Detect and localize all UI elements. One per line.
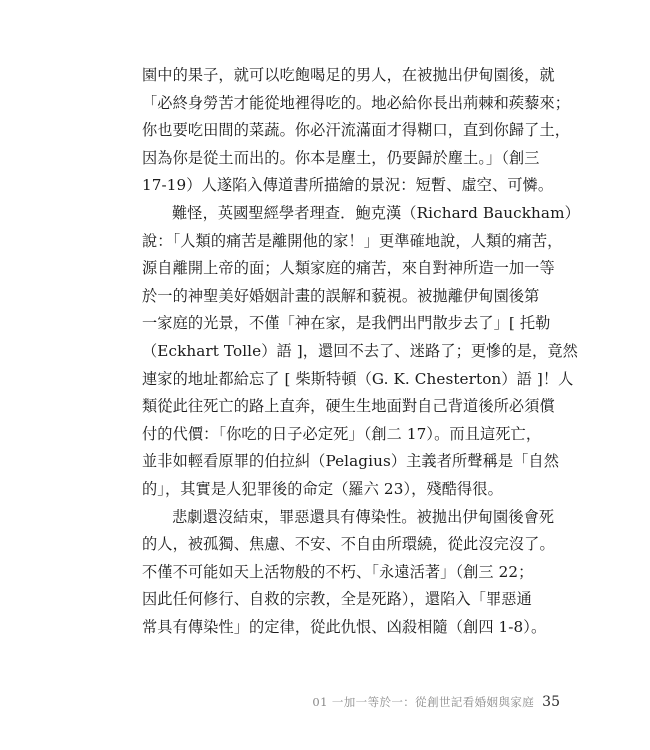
text-line: 園中的果子，就可以吃飽喝足的男人，在被拋出伊甸園後，就 [142, 66, 555, 84]
text-line: （Eckhart Tolle）語 ]，還回不去了、迷路了；更慘的是，竟然 [142, 341, 578, 360]
text-line: 連家的地址都給忘了 [ 柴斯特頓（G. K. Chesterton）語 ]！人 [142, 369, 574, 388]
text-line: 「必終身勞苦才能從地裡得吃的。地必給你長出荊棘和蒺藜來； [142, 93, 571, 112]
text-line: 於一的神聖美好婚姻計畫的誤解和藐視。被拋離伊甸園後第 [142, 286, 540, 305]
text-line: 難怪，英國聖經學者理查．鮑克漢（Richard Bauckham） [172, 203, 580, 222]
running-head: 01 一加一等於一：從創世記看婚姻與家庭 [312, 695, 535, 709]
text-line: 的」，其實是人犯罪後的命定（羅六 23），殘酷得很。 [142, 479, 503, 498]
page-number: 35 [542, 694, 560, 710]
text-line: 一家庭的光景，不僅「神在家，是我們出門散步去了」[ 托勒 [142, 314, 551, 333]
text-line: 類從此往死亡的路上直奔，硬生生地面對自己背道後所必須償 [142, 397, 555, 416]
paragraph [142, 504, 555, 642]
paragraph [142, 200, 580, 504]
text-line: 說：「人類的痛苦是離開他的家！」更準確地說，人類的痛苦， [142, 231, 563, 250]
page-body [142, 62, 580, 641]
text-line: 常具有傳染性」的定律，從此仇恨、凶殺相隨（創四 1-8）。 [142, 617, 547, 636]
text-line: 的人，被孤獨、焦慮、不安、不自由所環繞，從此沒完沒了。 [142, 535, 555, 554]
page-footer [312, 694, 560, 716]
text-line: 不僅不可能如天上活物般的不朽、「永遠活著」（創三 22； [142, 562, 534, 581]
text-line: 17-19）人遂陷入傳道書所描繪的景況：短暫、虛空、可憐。 [142, 176, 554, 195]
text-line: 你也要吃田間的菜蔬。你必汗流滿面才得糊口，直到你歸了土， [142, 121, 571, 140]
paragraph [142, 62, 571, 200]
text-line: 並非如輕看原罪的伯拉糾（Pelagius）主義者所聲稱是「自然 [142, 452, 560, 471]
text-line: 因為你是從土而出的。你本是塵土，仍要歸於塵土。」（創三 [142, 148, 540, 167]
text-line: 因此任何修行、自救的宗教，全是死路），還陷入「罪惡通 [142, 590, 532, 609]
text-line: 源自離開上帝的面；人類家庭的痛苦，來自對神所造一加一等 [142, 259, 555, 278]
text-line: 付的代價：「你吃的日子必定死」（創二 17）。而且這死亡， [142, 424, 542, 443]
text-line: 悲劇還沒結束，罪惡還具有傳染性。被拋出伊甸園後會死 [172, 507, 555, 526]
